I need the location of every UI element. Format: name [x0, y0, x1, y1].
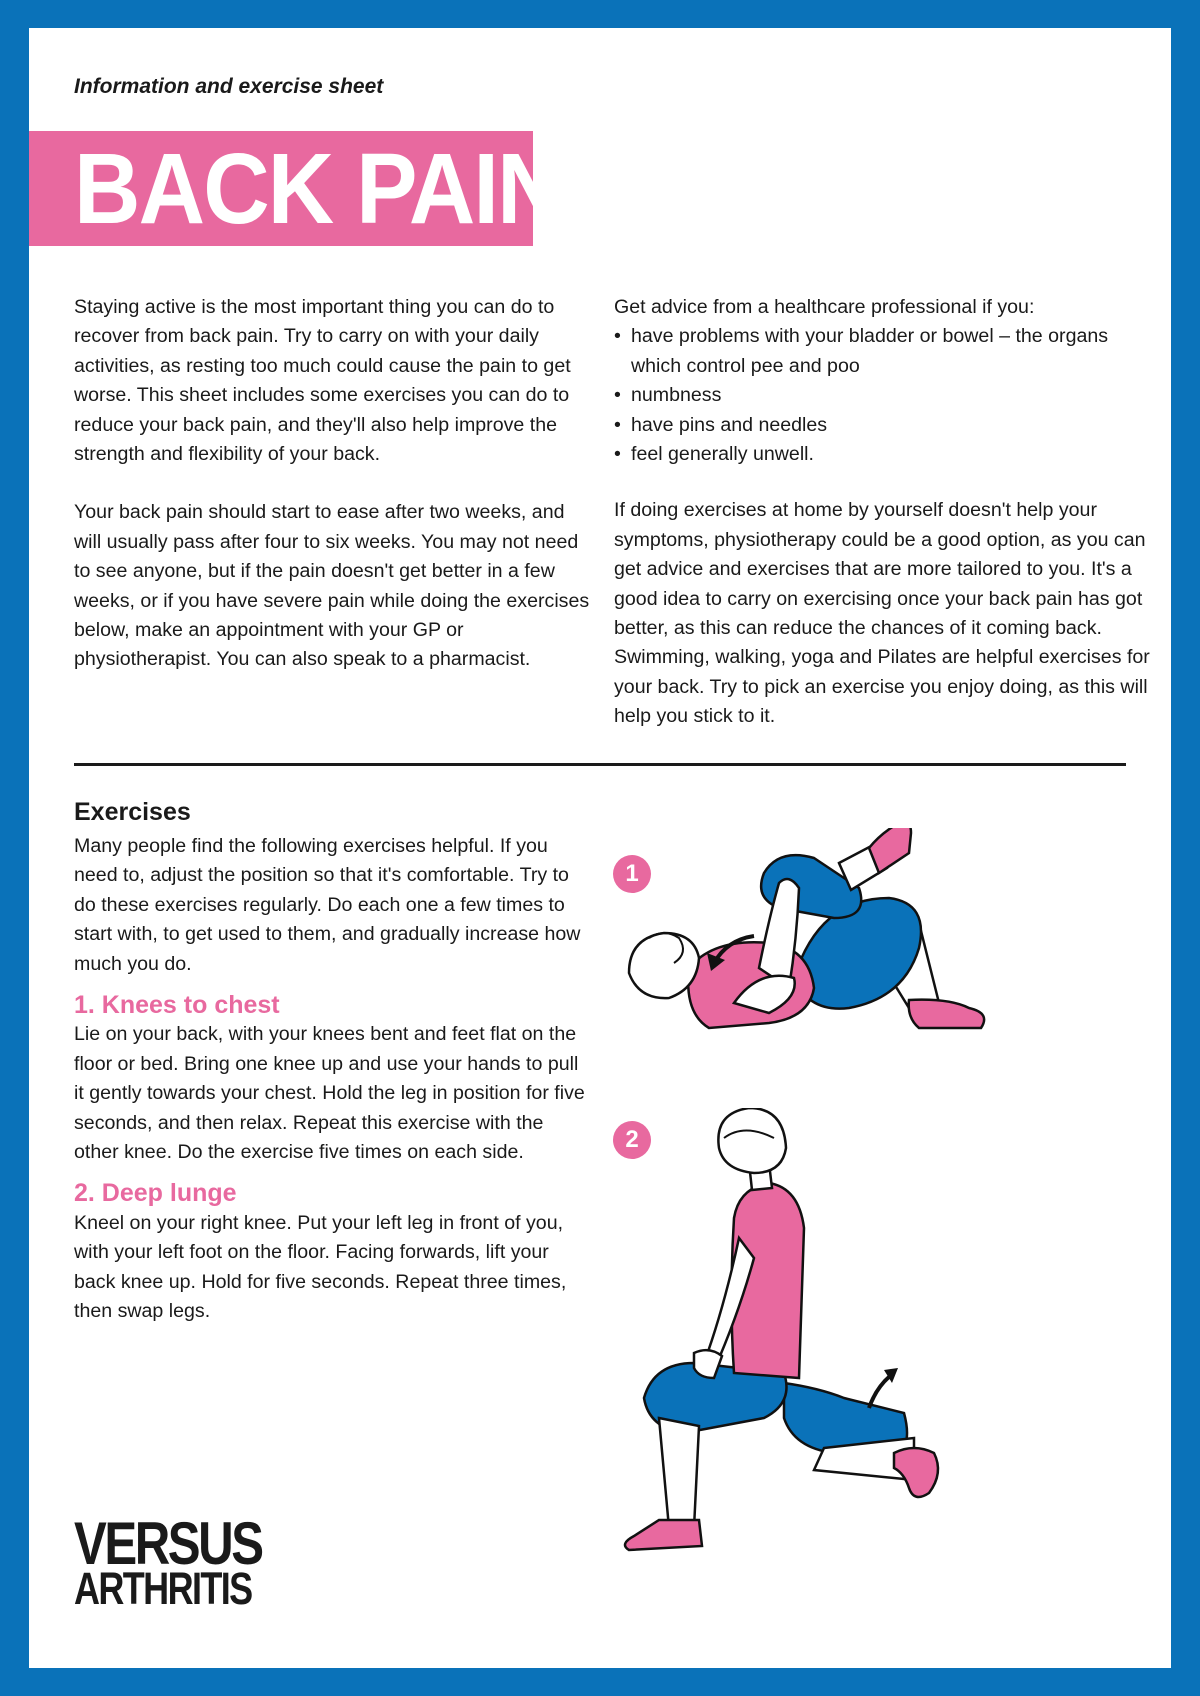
- sheet-kicker: Information and exercise sheet: [74, 75, 384, 98]
- exercises-column: [74, 832, 589, 1327]
- physio-paragraph: If doing exercises at home by yourself doesn't help your symptoms, physiotherapy could be a good option, as you can get advice and exercises that are more tailored to you. It's a good idea to carry on exercising once your back pain has got better, as this can reduce the chances of it coming back. Swimming, walking, yoga and Pilates are helpful exercises for your back. Try to pick an exercise you enjoy doing, as this will help you stick to it.: [614, 499, 1150, 728]
- intro-paragraph-1: Staying active is the most important thing you can do to recover from back pain. Try to carry on with your daily activities, as resting too much could cause the pain to get worse. This sheet includes some exercises you can do to reduce your back pain, and they'll also help improve the strength and flexibility of your back.: [74, 296, 571, 466]
- advice-list: [614, 322, 1154, 469]
- versus-arthritis-logo: [74, 1510, 303, 1614]
- title-band: [29, 131, 562, 246]
- sheet-page: [29, 28, 1171, 1668]
- deep-lunge-illustration: [614, 1108, 994, 1568]
- exercise-1-text: Lie on your back, with your knees bent and feet flat on the floor or bed. Bring one knee up and use your hands to pull it gently towards your chest. Hold the leg in position for five seconds, and then relax. Repeat this exercise with the other knee. Do the exercise five times on each side.: [74, 1023, 585, 1164]
- intro-right-column: [614, 293, 1154, 732]
- logo-line-1: VERSUS: [74, 1510, 262, 1577]
- exercises-heading: Exercises: [74, 798, 191, 826]
- advice-item: • numbness: [614, 381, 1154, 410]
- advice-lead: Get advice from a healthcare professional if you:: [614, 296, 1035, 318]
- intro-paragraph-2: Your back pain should start to ease after two weeks, and will usually pass after four to six weeks. You may not need to see anyone, but if the pain doesn't get better in a few weeks, or if you have severe pain while doing the exercises below, make an appointment with your GP or physiotherapist. You can also speak to a pharmacist.: [74, 501, 590, 671]
- exercise-2-badge: 2: [613, 1121, 651, 1159]
- knees-to-chest-illustration: [619, 828, 1059, 1078]
- logo-line-2: ARTHRITIS: [74, 1562, 252, 1614]
- exercise-2-text: Kneel on your right knee. Put your left leg in front of you, with your left foot on the floor. Facing forwards, lift your back knee up. Hold for five seconds. Repeat three times, then swap legs.: [74, 1211, 567, 1323]
- exercises-intro: Many people find the following exercises helpful. If you need to, adjust the position so that it's comfortable. Try to do these exercises regularly. Do each one a few times to start with, to get used to them, and gradually increase how much you do.: [74, 835, 581, 975]
- page-title: BACK PAIN: [74, 133, 562, 245]
- exercise-1-title: 1. Knees to chest: [74, 991, 280, 1020]
- advice-item: • have problems with your bladder or bowel – the organs which control pee and poo: [614, 322, 1154, 381]
- exercise-1-badge: 1: [613, 855, 651, 893]
- intro-left-column: [74, 293, 594, 675]
- advice-item: • have pins and needles: [614, 411, 1154, 440]
- section-divider: [74, 763, 1126, 766]
- advice-item: • feel generally unwell.: [614, 440, 1154, 469]
- exercise-2-title: 2. Deep lunge: [74, 1179, 237, 1208]
